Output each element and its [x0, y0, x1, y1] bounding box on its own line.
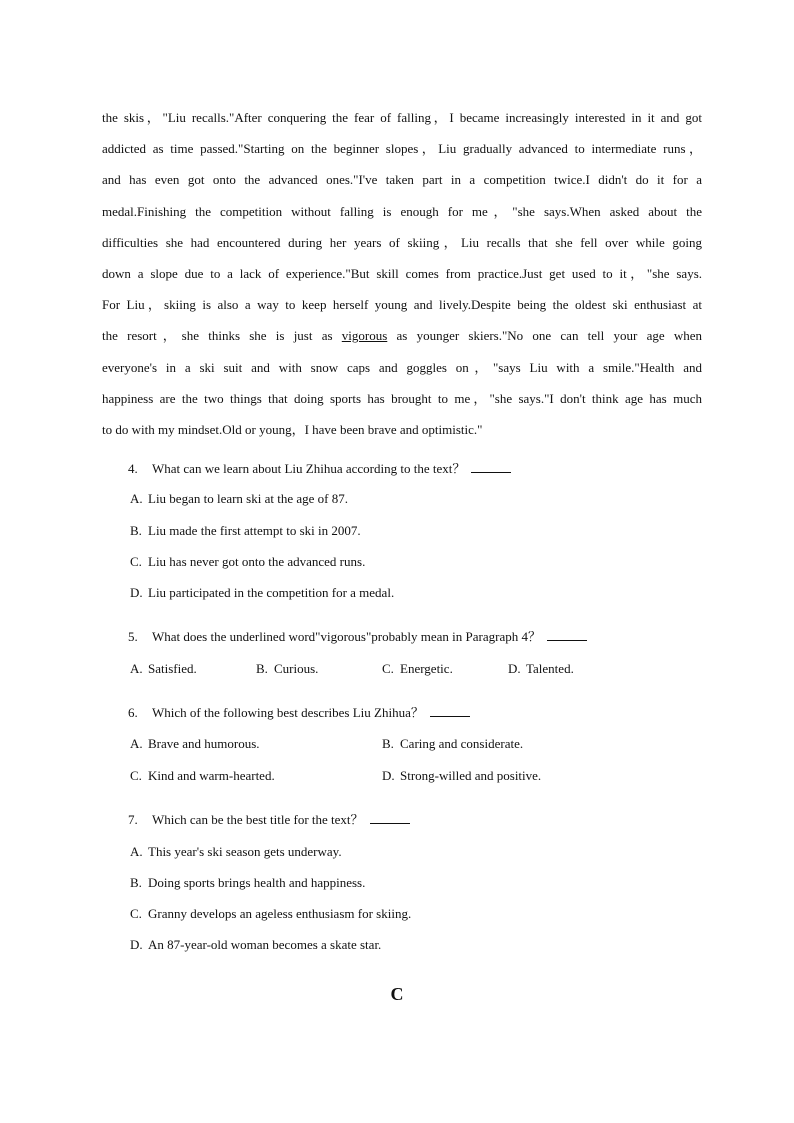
- q4-option-b: [130, 521, 361, 541]
- option-text: Granny develops an ageless enthusiasm for skiing.: [148, 906, 412, 921]
- q7-option-d: [130, 935, 381, 955]
- option-label: D.: [130, 585, 143, 600]
- option-label: A.: [130, 661, 143, 676]
- passage-line-8-end: as younger skiers."No one can tell your age when: [396, 328, 702, 344]
- question-number: 4.: [128, 461, 138, 476]
- section-heading-c: C: [390, 984, 404, 1004]
- question-number: 6.: [128, 705, 138, 720]
- passage-line-1: the skis，"Liu recalls."After conquering the fear of falling，I became increasingly interested in it and got: [102, 110, 702, 125]
- passage-line-11: to do with my mindset.Old or young，I have been brave and optimistic.": [102, 421, 483, 437]
- q5-option-b: [256, 659, 318, 679]
- passage-line-2: addicted as time passed."Starting on the beginner slopes，Liu gradually advanced to intermediate runs，: [102, 141, 702, 157]
- option-label: B.: [130, 875, 142, 890]
- passage-line-7: For Liu，skiing is also a way to keep herself young and lively.Despite being the oldest ski enthusiast at: [102, 297, 702, 313]
- question-4: [128, 459, 688, 479]
- option-text: Kind and warm-hearted.: [148, 768, 275, 783]
- question-text: Which of the following best describes Liu Zhihua？: [152, 705, 424, 720]
- q5-option-a: [130, 659, 197, 679]
- q6-option-a: [130, 734, 260, 754]
- option-label: C.: [382, 661, 394, 676]
- reading-passage: [102, 102, 702, 445]
- question-5: [128, 627, 688, 647]
- passage-line-3: and has even got onto the advanced ones."I've taken part in a competition twice.I didn't do it for a: [102, 172, 702, 188]
- option-label: C.: [130, 768, 142, 783]
- option-label: C.: [130, 554, 142, 569]
- answer-blank: [471, 459, 511, 473]
- passage-line-5: difficulties she had encountered during her years of skiing，Liu recalls that she fell over while going: [102, 234, 702, 250]
- q4-option-a: [130, 489, 348, 509]
- option-text: Talented.: [526, 661, 574, 676]
- passage-line-8: [102, 320, 702, 351]
- question-stem: [128, 459, 688, 479]
- option-text: Liu has never got onto the advanced runs.: [148, 554, 366, 569]
- passage-line-8-start: the resort，she thinks she is just as: [102, 328, 342, 344]
- option-text: This year's ski season gets underway.: [148, 844, 342, 859]
- answer-blank: [370, 810, 410, 824]
- option-label: B.: [130, 523, 142, 538]
- option-text: Doing sports brings health and happiness.: [148, 875, 366, 890]
- option-text: Liu participated in the competition for a medal.: [148, 585, 395, 600]
- question-stem: [128, 627, 688, 647]
- q5-option-c: [382, 659, 453, 679]
- option-text: Curious.: [274, 661, 319, 676]
- question-6: [128, 703, 688, 723]
- option-label: D.: [382, 768, 395, 783]
- option-label: A.: [130, 491, 143, 506]
- q4-option-c: [130, 552, 365, 572]
- q7-option-b: [130, 873, 365, 893]
- option-text: Caring and considerate.: [400, 736, 524, 751]
- q7-option-c: [130, 904, 411, 924]
- q7-option-a: [130, 842, 342, 862]
- passage-line-10: happiness are the two things that doing sports has brought to me，"she says."I don't think age has much: [102, 390, 702, 406]
- question-text: What can we learn about Liu Zhihua according to the text？: [152, 461, 466, 476]
- question-stem: [128, 810, 688, 830]
- option-label: C.: [130, 906, 142, 921]
- option-label: A.: [130, 736, 143, 751]
- question-number: 7.: [128, 812, 138, 827]
- answer-blank: [547, 627, 587, 641]
- option-label: B.: [382, 736, 394, 751]
- option-text: Strong-willed and positive.: [400, 768, 542, 783]
- question-7: [128, 810, 688, 830]
- option-text: Liu made the first attempt to ski in 2007.: [148, 523, 361, 538]
- option-text: Satisfied.: [148, 661, 197, 676]
- q4-option-d: [130, 583, 394, 603]
- underlined-word: vigorous: [341, 328, 388, 344]
- passage-line-6: down a slope due to a lack of experience."But skill comes from practice.Just get used to it，"she says.: [102, 265, 702, 281]
- option-label: D.: [130, 937, 143, 952]
- option-label: A.: [130, 844, 143, 859]
- q6-option-d: [382, 766, 541, 786]
- q6-option-c: [130, 766, 275, 786]
- question-text: Which can be the best title for the text？: [152, 812, 364, 827]
- question-text: What does the underlined word"vigorous"probably mean in Paragraph 4？: [152, 629, 541, 644]
- option-label: D.: [508, 661, 521, 676]
- option-text: An 87-year-old woman becomes a skate star.: [148, 937, 382, 952]
- question-number: 5.: [128, 629, 138, 644]
- option-text: Liu began to learn ski at the age of 87.: [148, 491, 348, 506]
- passage-line-9: everyone's in a ski suit and with snow caps and goggles on，"says Liu with a smile."Health and: [102, 359, 702, 375]
- q5-option-d: [508, 659, 574, 679]
- q6-option-b: [382, 734, 523, 754]
- answer-blank: [430, 703, 470, 717]
- option-text: Energetic.: [400, 661, 453, 676]
- passage-line-4: medal.Finishing the competition without falling is enough for me，"she says.When asked about the: [102, 203, 702, 219]
- option-label: B.: [256, 661, 268, 676]
- question-stem: [128, 703, 688, 723]
- option-text: Brave and humorous.: [148, 736, 260, 751]
